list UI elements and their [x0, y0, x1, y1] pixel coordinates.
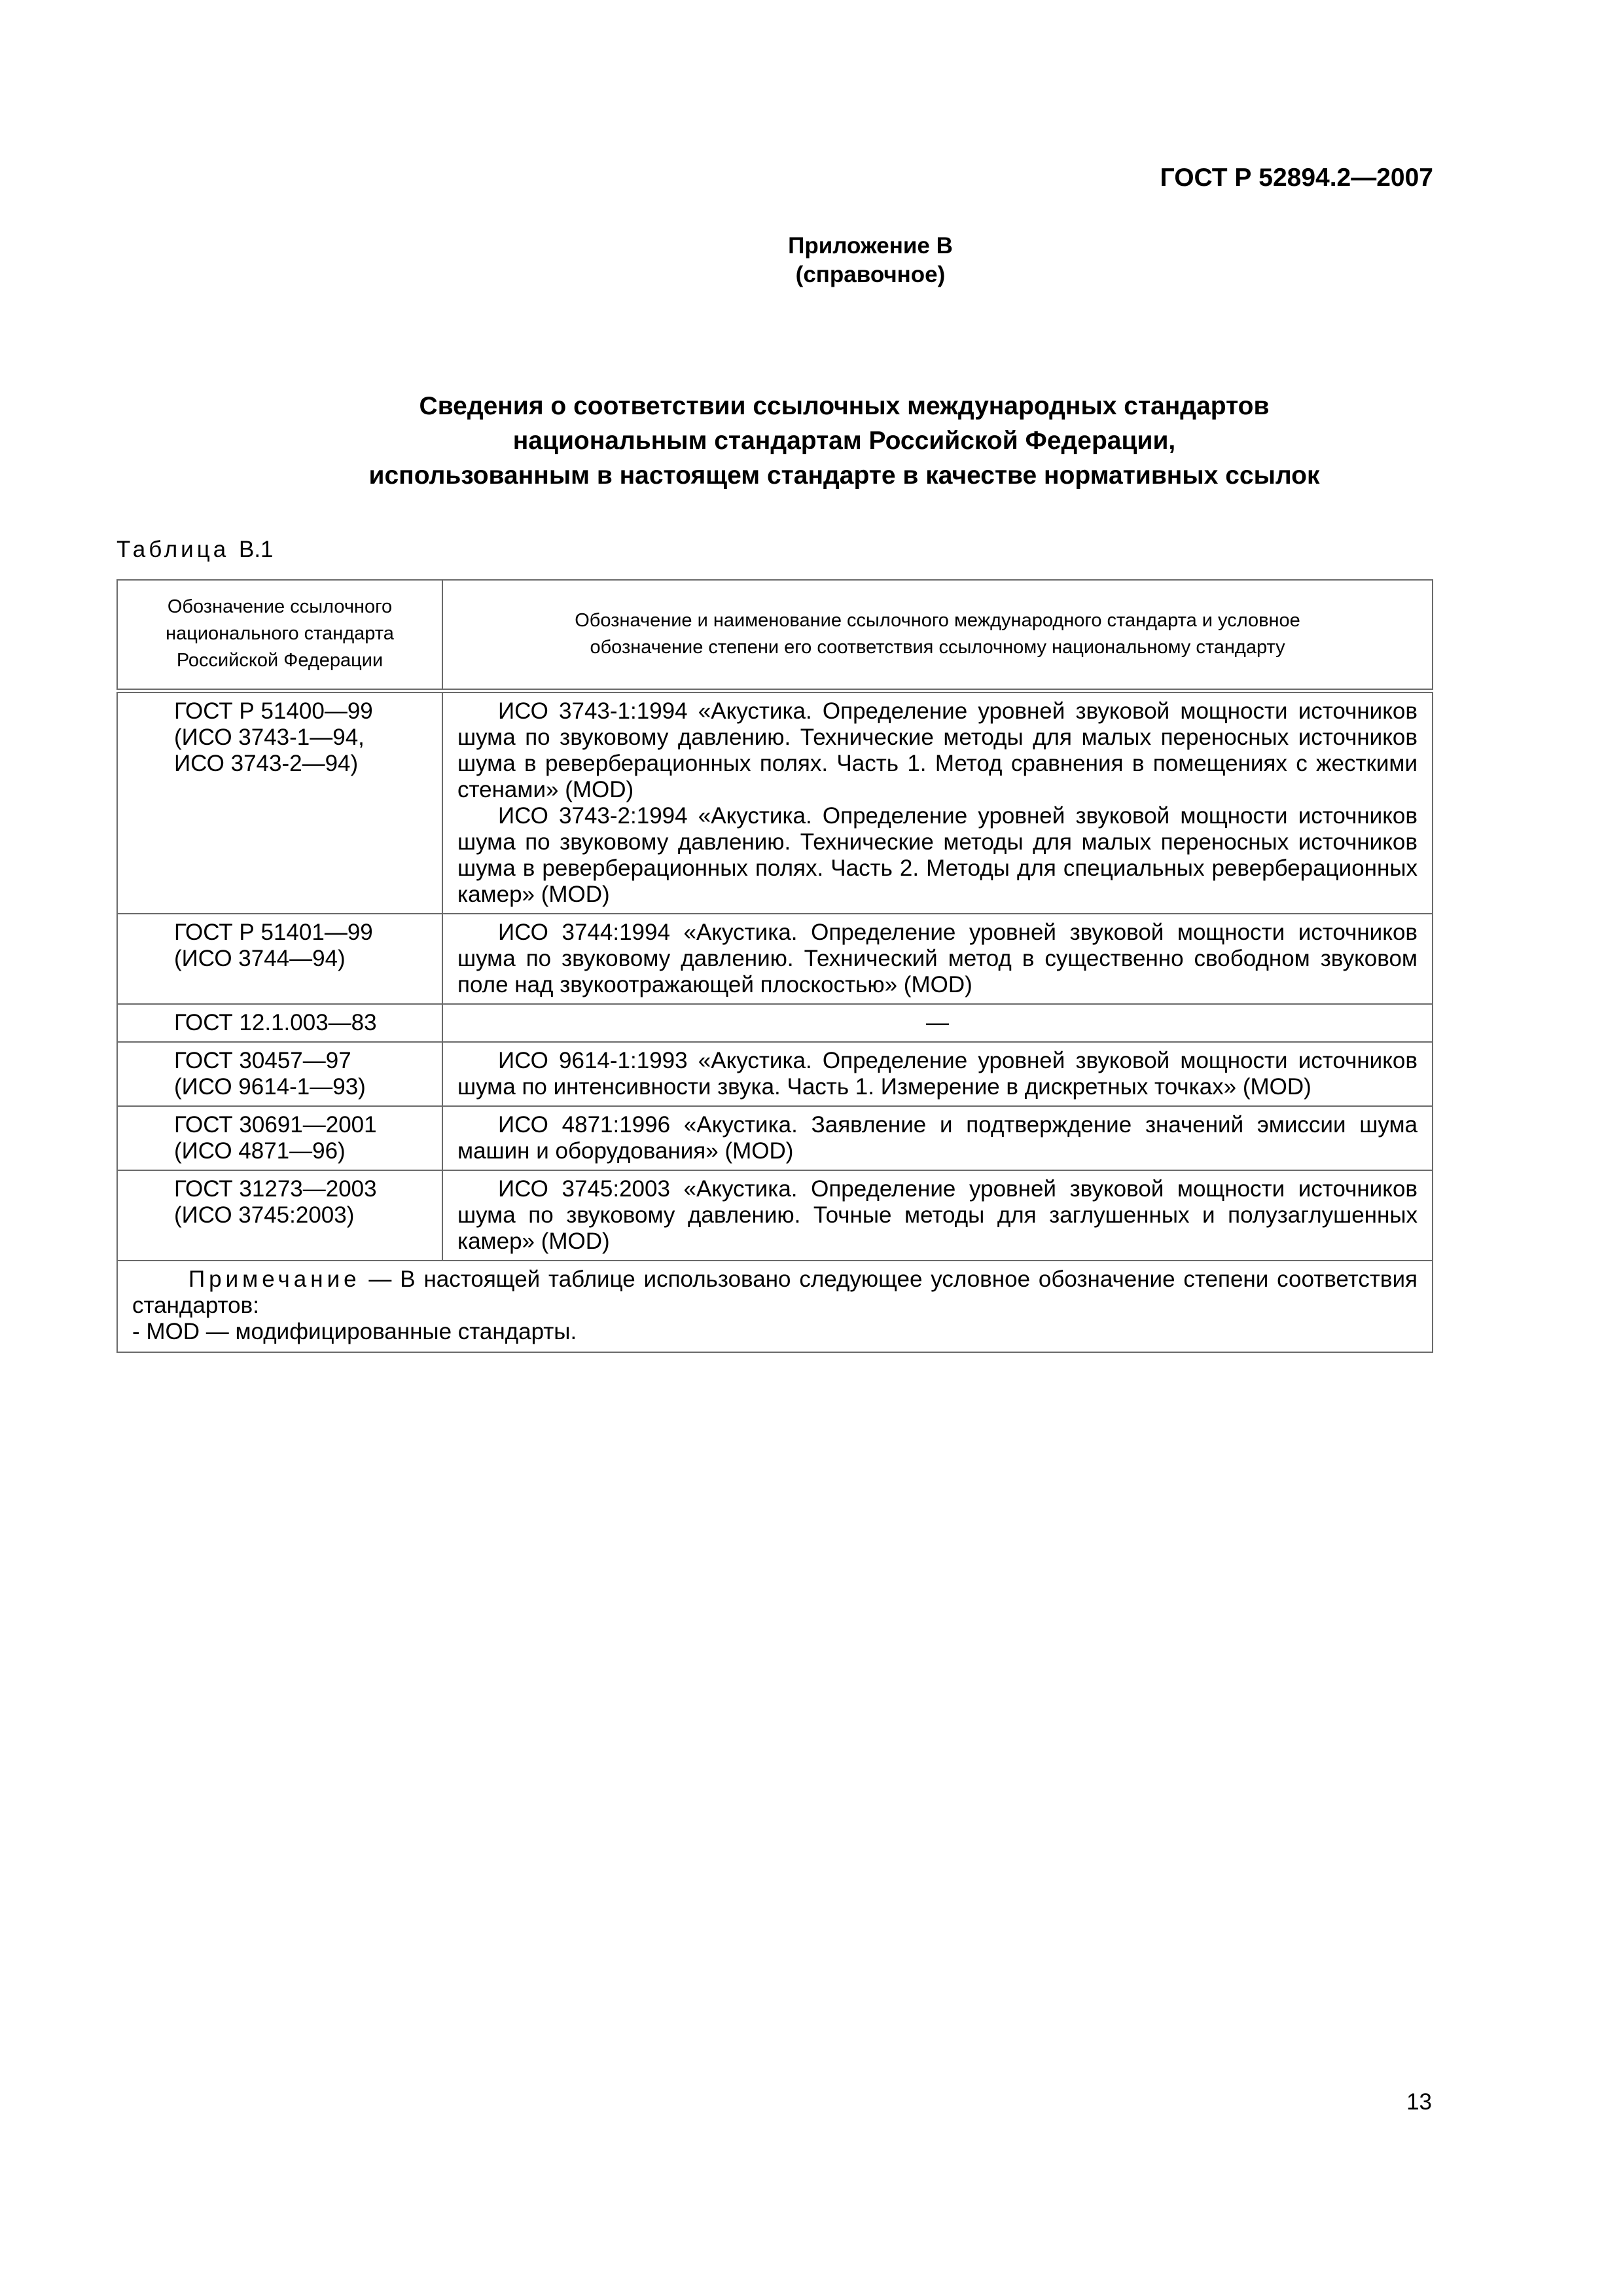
- international-standard-cell: ИСО 9614-1:1993 «Акустика. Определение уровней звуковой мощности источников шума по интенсивности звука. Часть 1. Измерение в дискретных точках» (MOD): [442, 1042, 1433, 1106]
- international-standard-cell: ИСО 4871:1996 «Акустика. Заявление и подтверждение значений эмиссии шума машин и оборудования» (MOD): [442, 1106, 1433, 1170]
- header-international-standard: Обозначение и наименование ссылочного международного стандарта и условное обозначение степени его соответствия ссылочному национальному стандарту: [442, 580, 1433, 691]
- annex-main-title: [0, 389, 1623, 493]
- note-label: Примечание: [188, 1266, 361, 1292]
- table-note: [117, 1261, 1433, 1352]
- table-row: [117, 1004, 1433, 1042]
- page-number: 13: [1406, 2089, 1432, 2115]
- annex-type: (справочное): [795, 262, 946, 287]
- title-line-1: Сведения о соответствии ссылочных международных стандартов: [419, 392, 1270, 420]
- note-item: - MOD — модифицированные стандарты.: [132, 1319, 577, 1344]
- document-code: ГОСТ Р 52894.2—2007: [1160, 164, 1433, 192]
- table-header-row: [117, 580, 1433, 691]
- note-text: — В настоящей таблице использовано следующее условное обозначение степени соответствия стандартов:: [132, 1266, 1418, 1318]
- table-row: [117, 1106, 1433, 1170]
- international-standard-cell: ИСО 3743-1:1994 «Акустика. Определение уровней звуковой мощности источников шума по звуковому давлению. Технические методы для малых переносных источников шума в реверберационных полях. Часть 1. Метод сравнения в помещениях с жесткими стенами» (MOD) ИСО 3743-2:1994 «Акустика. Определение уровней звуковой мощности источников шума по звуковому давлению. Технические методы для малых переносных источников шума в реверберационных полях. Часть 2. Методы для специальных реверберационных камер» (MOD): [442, 691, 1433, 914]
- annex-title: Приложение В: [788, 233, 953, 259]
- national-standard-cell: ГОСТ Р 51401—99 (ИСО 3744—94): [117, 914, 442, 1004]
- title-line-3: использованным в настоящем стандарте в качестве нормативных ссылок: [368, 461, 1320, 490]
- international-standard-cell: —: [442, 1004, 1433, 1042]
- header-national-standard: Обозначение ссылочного национального стандарта Российской Федерации: [117, 580, 442, 691]
- table-row: [117, 691, 1433, 914]
- table-row: [117, 1170, 1433, 1261]
- national-standard-cell: ГОСТ 30457—97 (ИСО 9614-1—93): [117, 1042, 442, 1106]
- table-row: [117, 914, 1433, 1004]
- international-standard-cell: ИСО 3745:2003 «Акустика. Определение уровней звуковой мощности источников шума по звуковому давлению. Точные методы для заглушенных и полузаглушенных камер» (MOD): [442, 1170, 1433, 1261]
- standards-correspondence-table: [116, 579, 1433, 1353]
- table-row: [117, 1042, 1433, 1106]
- table-caption-label: Таблица: [116, 537, 230, 562]
- annex-heading: [0, 232, 1623, 289]
- table-caption: [116, 535, 274, 564]
- national-standard-cell: ГОСТ 30691—2001 (ИСО 4871—96): [117, 1106, 442, 1170]
- national-standard-cell: ГОСТ 31273—2003 (ИСО 3745:2003): [117, 1170, 442, 1261]
- national-standard-cell: ГОСТ 12.1.003—83: [117, 1004, 442, 1042]
- table-note-row: [117, 1261, 1433, 1352]
- title-line-2: национальным стандартам Российской Федерации,: [512, 427, 1176, 455]
- table-caption-number: В.1: [238, 537, 274, 562]
- international-standard-cell: ИСО 3744:1994 «Акустика. Определение уровней звуковой мощности источников шума по звуковому давлению. Технический метод в существенно свободном звуковом поле над звукоотражающей плоскостью» (MOD): [442, 914, 1433, 1004]
- national-standard-cell: ГОСТ Р 51400—99 (ИСО 3743-1—94, ИСО 3743-2—94): [117, 691, 442, 914]
